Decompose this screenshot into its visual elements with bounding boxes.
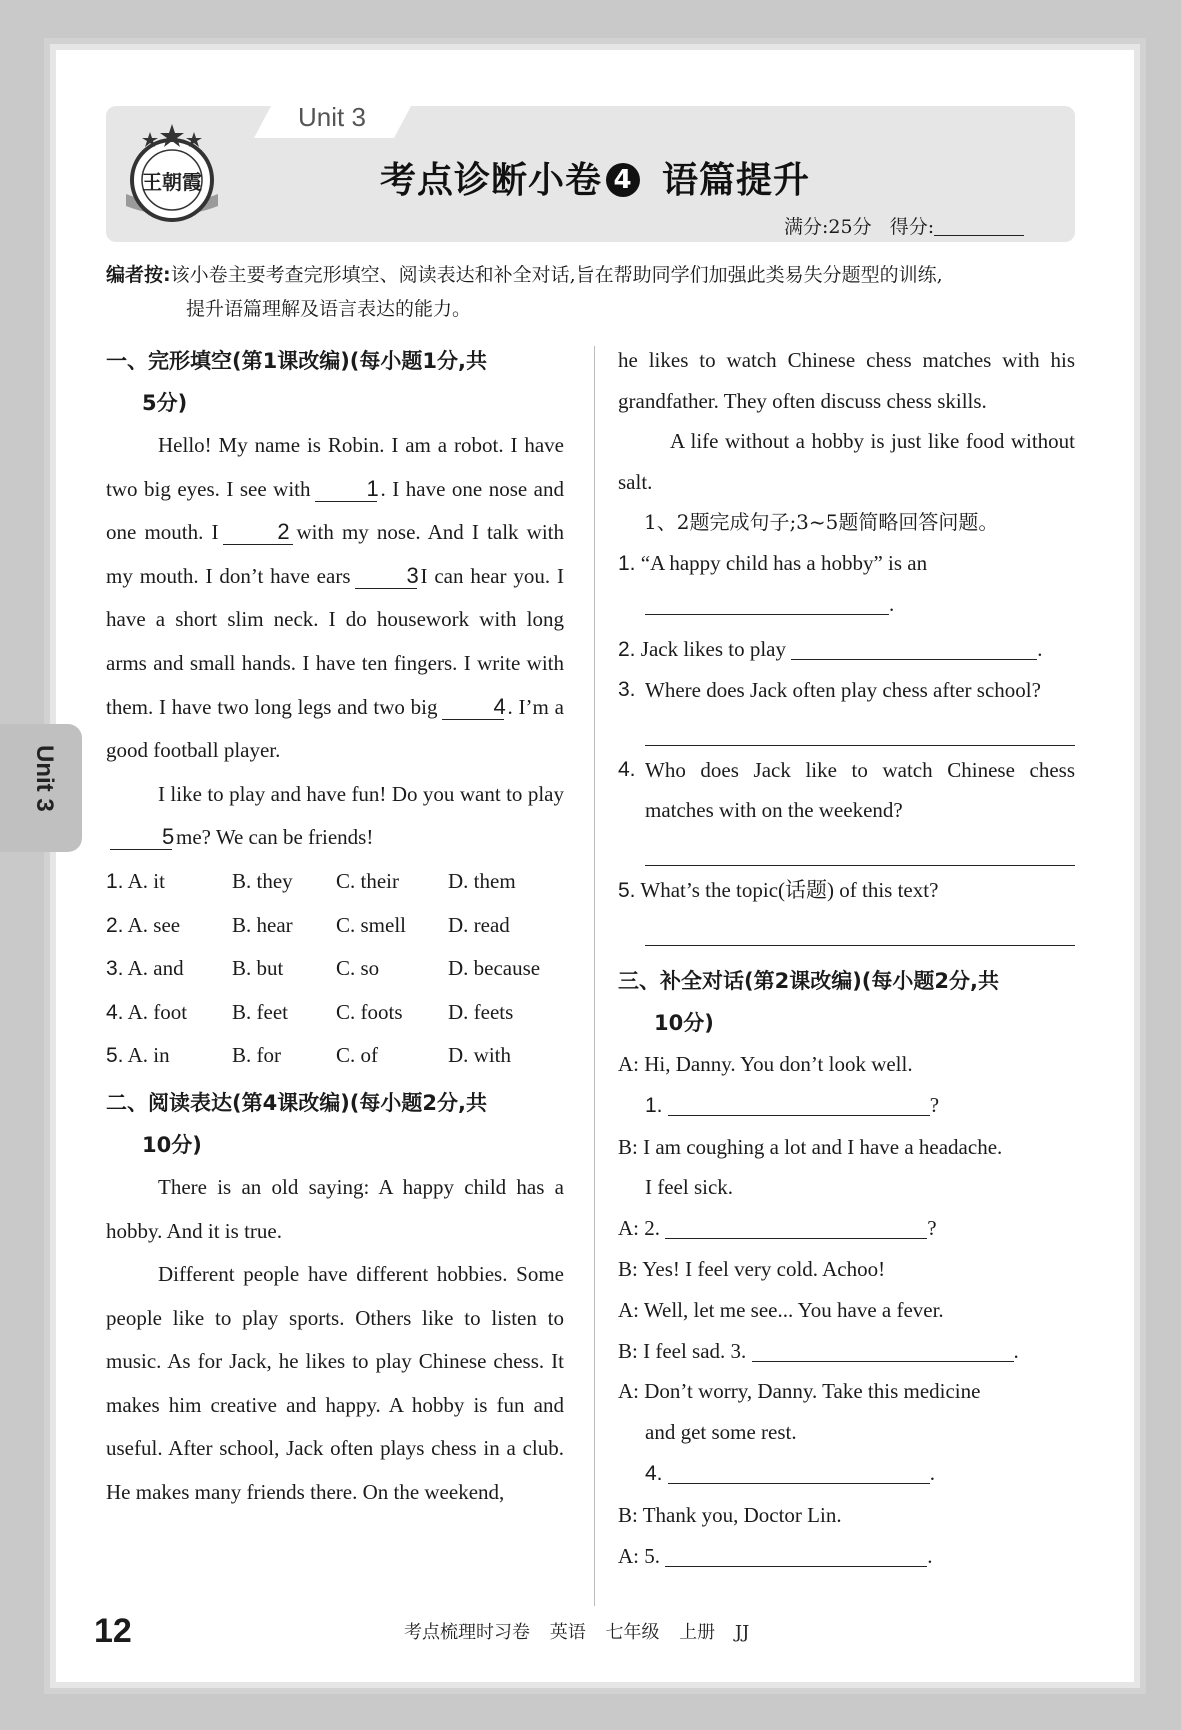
dialogue-blank-row-4: 4. . bbox=[645, 1460, 936, 1485]
cloze-blank-1[interactable]: 1 bbox=[315, 477, 377, 502]
question-text: What’s the topic(话题) of this text? bbox=[640, 877, 939, 902]
cloze-text: I can hear you. I have a short slim neck. I do housework with long arms and small hands. I have ten fingers. I write with them. I have two long legs and two big bbox=[106, 563, 564, 719]
editor-note-label: 编者按: bbox=[106, 264, 171, 286]
score-label: 得分: bbox=[889, 216, 935, 238]
reading-question-1 bbox=[618, 543, 1075, 585]
score-blank[interactable] bbox=[934, 217, 1024, 236]
dialogue-line: B: Thank you, Doctor Lin. bbox=[618, 1502, 842, 1527]
section1-title-cont: 5分) bbox=[142, 391, 188, 415]
cloze-text: with my nose. And I talk with my mouth. I don’t have ears bbox=[106, 520, 564, 588]
dialogue-blank-1[interactable] bbox=[668, 1115, 930, 1116]
title-suffix: 语篇提升 bbox=[662, 160, 811, 201]
cloze-paragraph-1 bbox=[106, 424, 564, 773]
option-d[interactable]: D. feets bbox=[448, 999, 514, 1024]
reading-paragraph-3: A life without a hobby is just like food without salt. bbox=[618, 429, 1075, 494]
option-row bbox=[106, 1034, 564, 1078]
section3-title-cont: 10分) bbox=[654, 1011, 714, 1035]
question-number: 3. bbox=[618, 678, 636, 701]
cloze-options bbox=[106, 860, 564, 1078]
option-a[interactable]: A. see bbox=[127, 912, 181, 937]
option-number: 2. bbox=[106, 913, 124, 937]
blank-number: 4. bbox=[645, 1461, 663, 1485]
option-c[interactable]: C. so bbox=[336, 956, 380, 981]
logo-text: 王朝霞 bbox=[142, 170, 202, 194]
question-number: 5. bbox=[618, 878, 636, 902]
dialogue-line: B: Yes! I feel very cold. Achoo! bbox=[618, 1256, 886, 1281]
editor-note-line2: 提升语篇理解及语言表达的能力。 bbox=[186, 298, 472, 320]
dialogue-blank-row-2: A: 2. ? bbox=[618, 1216, 937, 1241]
option-row bbox=[106, 904, 564, 948]
option-c[interactable]: C. foots bbox=[336, 999, 403, 1024]
section2-heading bbox=[106, 1082, 564, 1166]
reading-instructions: 1、2题完成句子;3~5题简略回答问题。 bbox=[644, 510, 999, 534]
publisher-logo-icon bbox=[112, 116, 232, 236]
cloze-blank-5[interactable]: 5 bbox=[110, 825, 172, 850]
cloze-blank-2[interactable]: 2 bbox=[223, 520, 293, 545]
cloze-text: I like to play and have fun! Do you want to play bbox=[158, 781, 564, 806]
option-a[interactable]: A. foot bbox=[127, 999, 188, 1024]
option-row bbox=[106, 947, 564, 991]
title-number: 4 bbox=[606, 163, 640, 197]
dialogue-line: I feel sick. bbox=[645, 1175, 734, 1200]
section2-title: 二、阅读表达(第4课改编)(每小题2分,共 bbox=[106, 1090, 487, 1115]
option-number: 5. bbox=[106, 1044, 124, 1068]
section2-title-cont: 10分) bbox=[142, 1132, 202, 1157]
option-b[interactable]: B. for bbox=[232, 1043, 281, 1068]
reading-question-2: 2. Jack likes to play . bbox=[618, 636, 1043, 661]
option-row bbox=[106, 991, 564, 1035]
blank-number: 1. bbox=[645, 1093, 663, 1117]
option-d[interactable]: D. with bbox=[448, 1043, 511, 1068]
cloze-text: me? We can be friends! bbox=[176, 825, 374, 850]
editor-note bbox=[106, 258, 1078, 326]
answer-line-1[interactable] bbox=[645, 614, 889, 615]
right-column bbox=[618, 340, 1075, 1576]
option-b[interactable]: B. they bbox=[232, 868, 293, 893]
answer-line-3[interactable] bbox=[645, 744, 1075, 746]
page-title bbox=[380, 152, 810, 203]
option-d[interactable]: D. read bbox=[448, 912, 510, 937]
dialogue-line: and get some rest. bbox=[645, 1420, 797, 1445]
reading-paragraph-1: There is an old saying: A happy child has a hobby. And it is true. bbox=[106, 1174, 564, 1243]
dialogue-line: A: 5. bbox=[618, 1543, 660, 1568]
section3-heading bbox=[618, 960, 1075, 1044]
option-a[interactable]: A. and bbox=[127, 956, 184, 981]
option-a[interactable]: A. in bbox=[127, 1043, 170, 1068]
dialogue-blank-5[interactable] bbox=[665, 1566, 927, 1567]
dialogue-line: A: 2. bbox=[618, 1216, 660, 1241]
dialogue-blank-4[interactable] bbox=[668, 1483, 930, 1484]
question-number: 4. bbox=[618, 757, 636, 781]
dialogue-blank-row-5: A: 5. . bbox=[618, 1543, 933, 1568]
question-number: 2. bbox=[618, 637, 636, 661]
reading-question-5 bbox=[618, 870, 1075, 912]
question-text: Who does Jack like to watch Chinese chess matches with on the weekend? bbox=[645, 757, 1075, 822]
dialogue-line: B: I feel sad. 3. bbox=[618, 1338, 747, 1363]
answer-line-4[interactable] bbox=[645, 864, 1075, 866]
question-text: Jack likes to play bbox=[640, 636, 786, 661]
dialogue-blank-row-3: B: I feel sad. 3. . bbox=[618, 1338, 1019, 1363]
reading-paragraph-2-cont: he likes to watch Chinese chess matches with his grandfather. They often discuss chess skills. bbox=[618, 348, 1075, 413]
unit-label: Unit 3 bbox=[298, 102, 366, 132]
option-c[interactable]: C. of bbox=[336, 1043, 378, 1068]
dialogue-line: A: Don’t worry, Danny. Take this medicine bbox=[618, 1379, 981, 1404]
section1-title: 一、完形填空(第1课改编)(每小题1分,共 bbox=[106, 349, 487, 373]
answer-row-1: . bbox=[618, 584, 1075, 625]
option-b[interactable]: B. hear bbox=[232, 912, 293, 937]
option-c[interactable]: C. their bbox=[336, 868, 399, 893]
option-b[interactable]: B. feet bbox=[232, 999, 288, 1024]
left-column bbox=[106, 340, 564, 1515]
reading-question-4 bbox=[618, 750, 1075, 831]
dialogue-line: B: I am coughing a lot and I have a headache. bbox=[618, 1134, 1003, 1159]
option-d[interactable]: D. them bbox=[448, 868, 516, 893]
question-text: “A happy child has a hobby” is an bbox=[640, 550, 928, 575]
full-score: 满分:25分 bbox=[784, 216, 872, 238]
cloze-blank-3[interactable]: 3 bbox=[355, 564, 417, 589]
side-unit-label: Unit 3 bbox=[31, 745, 58, 812]
option-number: 3. bbox=[106, 957, 124, 981]
dialogue-blank-2[interactable] bbox=[665, 1238, 927, 1239]
answer-line-5[interactable] bbox=[645, 944, 1075, 946]
dialogue-blank-row-1: 1. ? bbox=[645, 1092, 940, 1117]
option-c[interactable]: C. smell bbox=[336, 912, 407, 937]
option-number: 4. bbox=[106, 1000, 124, 1024]
question-text: Where does Jack often play chess after school? bbox=[645, 678, 1041, 702]
option-a[interactable]: A. it bbox=[127, 868, 165, 893]
score-box bbox=[784, 212, 1024, 239]
editor-note-line1: 该小卷主要考查完形填空、阅读表达和补全对话,旨在帮助同学们加强此类易失分题型的训练, bbox=[170, 264, 943, 286]
option-row bbox=[106, 860, 564, 904]
section1-heading bbox=[106, 340, 564, 424]
dialogue-line: A: Well, let me see... You have a fever. bbox=[618, 1297, 944, 1322]
option-b[interactable]: B. but bbox=[232, 956, 284, 981]
cloze-text: Hello! My name is Robin. I am a robot. I have two big eyes. I see with bbox=[106, 433, 564, 501]
title-prefix: 考点诊断小卷 bbox=[380, 160, 603, 201]
cloze-text: . I have one nose and one mouth. I bbox=[106, 476, 564, 545]
reading-question-3 bbox=[618, 670, 1075, 711]
question-number: 1. bbox=[618, 551, 636, 575]
page-number: 12 bbox=[94, 1612, 132, 1650]
cloze-blank-4[interactable]: 4 bbox=[442, 695, 504, 720]
option-number: 1. bbox=[106, 869, 124, 893]
footer-text: 考点梳理时习卷 英语 七年级 上册 JJ bbox=[404, 1622, 750, 1643]
dialogue-blank-3[interactable] bbox=[752, 1361, 1014, 1362]
cloze-text: . I’m a good football player. bbox=[106, 694, 564, 763]
dialogue-line: A: Hi, Danny. You don’t look well. bbox=[618, 1052, 913, 1076]
section3-title: 三、补全对话(第2课改编)(每小题2分,共 bbox=[618, 969, 999, 993]
column-divider bbox=[594, 346, 595, 1606]
option-d[interactable]: D. because bbox=[448, 956, 541, 981]
cloze-paragraph-2 bbox=[106, 773, 564, 860]
answer-line-2[interactable] bbox=[791, 659, 1037, 660]
reading-paragraph-2: Different people have different hobbies. Some people like to play sports. Others like to listen to music. As for Jack, he likes to play Chinese chess. It makes him creative and happy. A hobby is fun and useful. After school, Jack often plays chess in a club. He makes many friends there. On the weekend, bbox=[106, 1262, 564, 1505]
